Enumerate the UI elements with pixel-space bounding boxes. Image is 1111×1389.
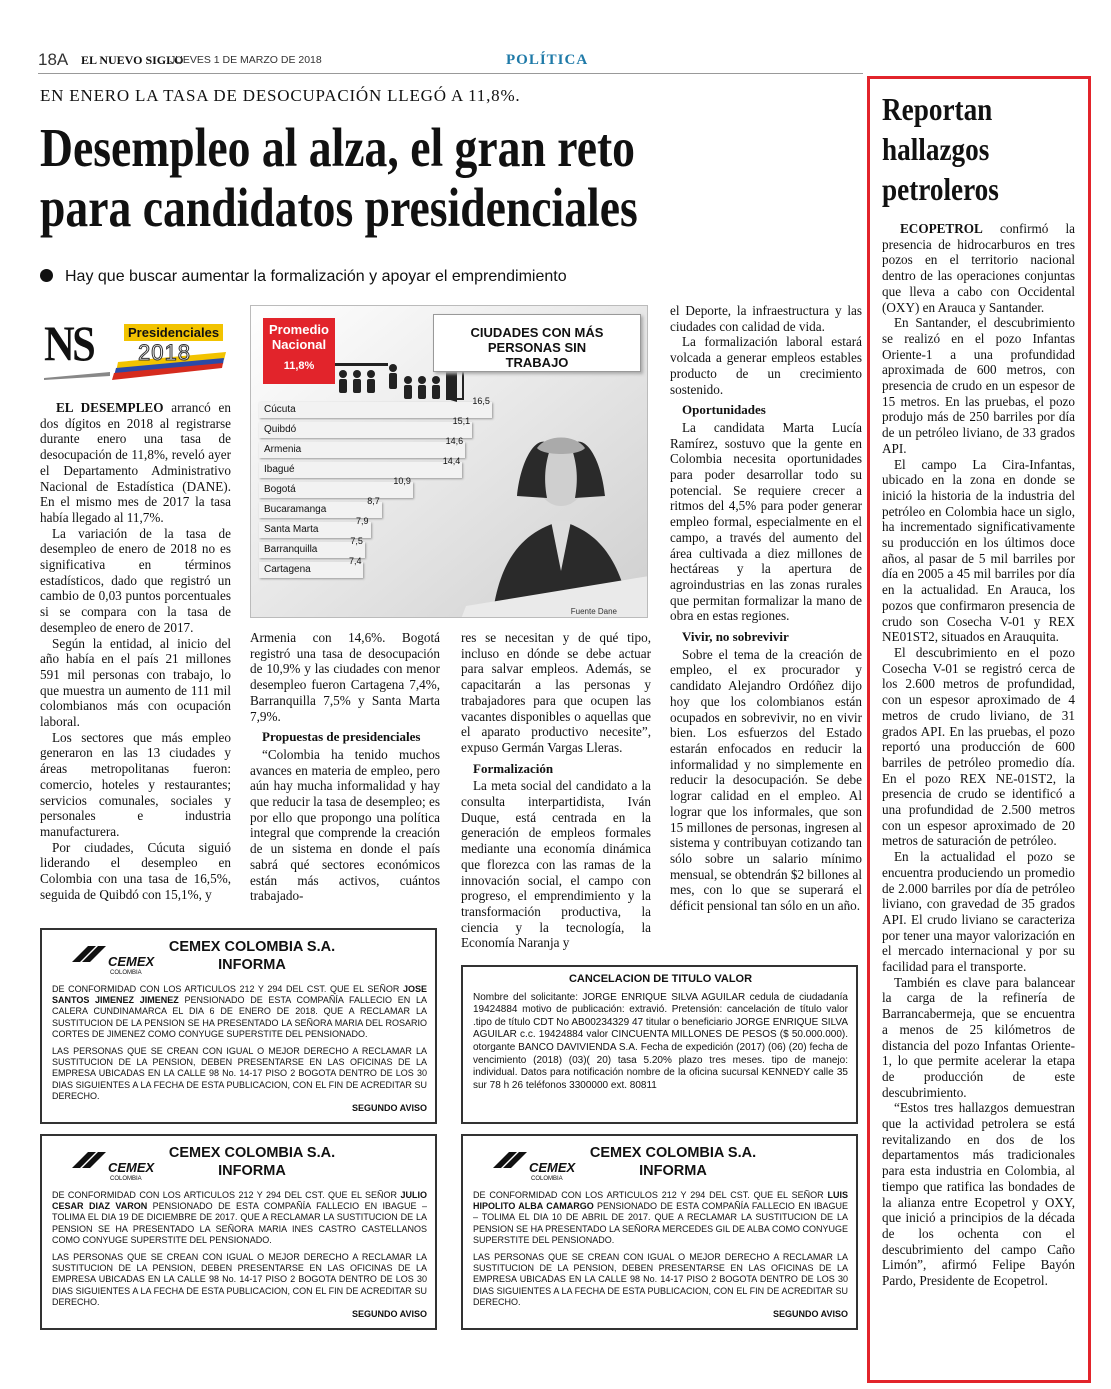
cemex-logo-text: CEMEX [529, 1160, 576, 1175]
cemex-notice-1 [40, 928, 437, 1124]
notice-seq: SEGUNDO AVISO [772, 1309, 848, 1320]
cemex-logo-icon [70, 942, 160, 976]
chart-category-label: Cúcuta [264, 404, 296, 415]
paragraph: Por ciudades, Cúcuta siguió liderando el desempleo en Colombia con una tasa de 16,5%, seguida de Quibdó con 15,1%, y [40, 839, 231, 902]
chart-title: CIUDADES CON MÁS PERSONAS SIN TRABAJO [470, 325, 604, 370]
logo-year: 2018 [138, 340, 191, 365]
subhead-text: Hay que buscar aumentar la formalización y apoyar el emprendimiento [65, 268, 567, 285]
paragraph: El campo La Cira-Infantas, ubicado en la zona en donde se inició la historia de la industria del petróleo en Colombia hace un siglo, ha incrementado significativamente su producción en los últimos doce años, al pasar de 5 mil barriles por día en 2005 a 45 mil barriles por día en la actualidad. En Arauca, los pozos que confirmaron presencia de crudo son Cosecha V-01 y REX NE01ST2, situados en Arauquita. [882, 456, 1075, 645]
chart-bar [259, 436, 465, 458]
cemex-logo-text: CEMEX [108, 954, 155, 969]
notice-title-line: CEMEX COLOMBIA S.A. [168, 939, 336, 955]
article-column-2 [250, 630, 440, 904]
chart-category-label: Armenia [264, 444, 302, 455]
unemployment-chart [250, 305, 648, 618]
chart-category-label: Quibdó [264, 424, 297, 435]
notice-title-line: INFORMA [218, 1163, 286, 1179]
bullet-icon [40, 269, 53, 282]
chart-value-label: 16,5 [472, 396, 490, 406]
deceased-name: JOSE SANTOS JIMENEZ JIMENEZ [52, 984, 427, 1006]
notice-title [162, 1144, 342, 1180]
notice-seq: SEGUNDO AVISO [351, 1309, 427, 1320]
section-heading: Oportunidades [682, 402, 766, 418]
cancel-title: CANCELACION DE TITULO VALOR [568, 973, 753, 985]
paper-name: EL NUEVO SIGLO [81, 53, 184, 67]
paragraph: “Estos tres hallazgos demuestran que la actividad petrolera se está revitalizando en dos de los departamentos más tradicionales para esta industria en Colombia, al tiempo que ratifica las bondades de la alianza entre Ecopetrol y OXY, que inició a principios de la década de los ochenta con el descubrimiento del campo Caño Limón”, afirmó Felipe Bayón Pardo, Presidente de Ecopetrol. [882, 1100, 1075, 1289]
paragraph: La variación de la tasa de desempleo de enero de 2018 no es significativa en términos estadísticos, dado que registró un cambio de 0,03 puntos porcentuales si se compara con la tasa de desempleo de enero de 2017. [40, 525, 231, 635]
cemex-logo-icon [70, 1148, 160, 1182]
section-name: POLÍTICA [506, 52, 589, 68]
lead-paragraph [40, 400, 231, 526]
cancelacion-notice [461, 965, 858, 1124]
sidebar-title-line: petroleros [882, 171, 999, 207]
paragraph: El descubrimiento en el pozo Cosecha V-01 se registró cerca de los 2.600 metros de profundidad, con un espesor aproximado de 4 metros de crudo liviano, de 31 grados API. En las pruebas, el pozo reportó una producción de 600 barriles de petróleo promedio día. En el pozo REX NE-01ST2, la presencia de crudo se identificó a una profundidad de 2.500 metros con un espesor aproximado de 20 metros de saturación de petróleo. [882, 644, 1075, 849]
chart-category-label: Barranquilla [264, 544, 318, 555]
section-heading: Formalización [473, 760, 554, 776]
sidebar-title-line: Reportan [882, 91, 993, 127]
chart-category-label: Ibagué [264, 464, 295, 475]
sidebar-body [882, 221, 1075, 1289]
paragraph: Sobre el tema de la creación de empleo, el ex procurador y candidato Alejandro Ordóñez dijo hoy que los colombianos están ocupados en sobrevivir, no en vivir bien. Los esfuerzos del Estado estarán enfocados en reducir la informalidad y no simplemente en reducir la desocupación. Se debe lograr calidad en el empleo. Al lograr que los informales, que son 15 millones de personas, ingresen al sistema y contribuyan cotizando tan sólo sobre un salario mínimo mensual, se obtendrán $2 billones al mes, con lo que se superará el déficit pensional tan sólo en un año. [670, 646, 862, 914]
paragraph: “Colombia ha tenido muchos avances en materia de empleo, pero aún hay mucha informalidad y hay que reducir la tasa de desempleo; es por ello que propongo una política integral que comprende la creación de un sistema en donde el país sabrá qué sectores económicos están más activos, cuántos trabajado- [250, 746, 440, 904]
subhead [40, 268, 567, 286]
chart-category-label: Santa Marta [264, 524, 319, 535]
cemex-logo-sub: COLOMBIA [110, 1176, 142, 1182]
cemex-logo-text: CEMEX [108, 1160, 155, 1175]
article-column-3 [461, 630, 651, 951]
sidebar-box [867, 76, 1091, 1383]
logo-presidenciales: Presidenciales [124, 324, 223, 341]
notice-title-line: INFORMA [218, 957, 286, 973]
paragraph: También es clave para balancear la carga de la refinería de Barrancabermeja, que se encuentra a menos de 25 kilómetros de distancia del pozo Infantas Oriente-1, lo que permite acelerar la etapa de producción de este descubrimiento. [882, 974, 1075, 1100]
notice-title [583, 1144, 763, 1180]
cemex-logo-sub: COLOMBIA [531, 1176, 563, 1182]
deceased-name: JULIO CESAR DIAZ VARON [52, 1190, 427, 1212]
lead-paragraph [882, 221, 1075, 315]
notice-title-line: CEMEX COLOMBIA S.A. [168, 1145, 336, 1161]
paragraph: La meta social del candidato a la consulta interpartidista, Iván Duque, está centrada en la generación de empleos formales mediante una economía dinámica que florezca con las ramas de la innovación social, el campo con progreso, el emprendimiento y la transformación productiva, la ciencia y la tecnología, la Economía Naranja y [461, 778, 651, 951]
cemex-notice-3 [461, 1134, 858, 1330]
chart-value-label: 8,7 [367, 496, 380, 506]
chart-category-label: Cartagena [264, 564, 311, 575]
chart-value-label: 14,4 [442, 456, 461, 466]
chart-bar [259, 416, 472, 438]
notice-header [473, 1142, 848, 1186]
notice-text: LAS PERSONAS QUE SE CREAN CON IGUAL O MEJOR DERECHO A RECLAMAR LA SUSTITUCION DE LA PENSION, DEBEN PRESENTARSE EN LAS OFICINAS DE LA EMPRESA UBICADAS EN LA CALLE 98 No. 14-17 PISO 2 BOGOTA DENTRO DE LOS 30 DIAS SIGUIENTES A LA FECHA DE ESTA PUBLICACION, CON EL FIN DE ACREDITAR SU DERECHO. [52, 1046, 427, 1101]
section-heading: Vivir, no sobrevivir [682, 629, 789, 645]
sidebar-title-line: hallazgos [882, 131, 990, 167]
paragraph: Armenia con 14,6%. Bogotá registró una tasa de desocupación de 10,9% y las ciudades con menor desempleo fueron Cartagena 7,4%, Barranquilla 7,5% y Santa Marta 7,9%. [250, 630, 440, 724]
notice-title-line: CEMEX COLOMBIA S.A. [589, 1145, 757, 1161]
lead-text: confirmó la presencia de hidrocarburos en tres pozos en el territorio nacional dentro de las operaciones conjuntas que lleva a cabo con Occidental (OXY) en Arauca y Santander. [882, 221, 1075, 315]
paragraph: el Deporte, la infraestructura y las ciudades con calidad de vida. [670, 303, 862, 334]
kicker: EN ENERO LA TASA DE DESOCUPACIÓN LLEGÓ A 11,8%. [40, 86, 521, 105]
paragraph: res se necesitan y de qué tipo, incluso en dónde se debe actuar para salvar empleos. Además, se capacitarán a las personas y trabajadores para que ocupen las vacantes disponibles o aquellas que el aparato productivo necesite”, expuso Germán Vargas Lleras. [461, 630, 651, 755]
paragraph: En Santander, el descubrimiento se realizó en el pozo Infantas Oriente-1 a una profundidad aproximada de 600 metros, con presencia de crudo en un espesor de 15 metros. En las pruebas, el pozo produjo más de 250 barriles por día de un petróleo liviano, de 33 grados API. [882, 315, 1075, 456]
badge-value: 11,8% [283, 360, 315, 372]
sidebar-title [882, 89, 999, 209]
cemex-notice-2 [40, 1134, 437, 1330]
lead-text: arrancó en dos dígitos en 2018 al registrarse durante enero una tasa de desocupación de 11,8%, reveló ayer el Departamento Administrativo Nacional de Estadística (DANE). En el mismo mes de 2017 la tasa había llegado al 11,7%. [40, 400, 231, 525]
notice-text: DE CONFORMIDAD CON LOS ARTICULOS 212 Y 294 DEL CST. QUE EL SEÑOR JOSE SANTOS JIMENEZ JIMENEZ PENSIONADO DE ESTA COMPAÑÍA FALLECIO EN LA CALERA CUNDINAMARCA EL DIA 6 DE ENERO DE 2018. QUE A RECLAMAR LA SUSTITUCION DE LA PENSION SE HA PRESENTADO LA SEÑORA MARIA DEL ROSARIO CORTES DE JIMENEZ COMO CONYUGE SUPERSTITE DEL PENSIONADO. [52, 984, 427, 1039]
paragraph: Los sectores que más empleo generaron en las 13 ciudades y áreas metropolitanas fueron: comercio, hoteles y restaurantes; servicios comunales, sociales y personales e industria manufacturera. [40, 729, 231, 839]
chart-category-label: Bucaramanga [264, 504, 327, 515]
notice-title-line: INFORMA [639, 1163, 707, 1179]
chart-value-label: 10,9 [393, 476, 411, 486]
headline [40, 118, 721, 238]
notice-title [162, 938, 342, 974]
badge-title: Promedio Nacional [269, 322, 329, 352]
notice-text: DE CONFORMIDAD CON LOS ARTICULOS 212 Y 294 DEL CST. QUE EL SEÑOR JULIO CESAR DIAZ VARON PENSIONADO DE ESTA COMPAÑÍA FALLECIO EN IBAGUE – TOLIMA EL DIA 19 DE DICIEMBRE DE 2017. QUE A RECLAMAR LA SUSTITUCION DE LA PENSION SE HA PRESENTADO LA SEÑORA MARIA INES CASTRO CASTELLANOS COMO CONYUGE SUPERSTITE DEL PENSIONADO. [52, 1190, 427, 1245]
paragraph: En la actualidad el pozo se encuentra produciendo un promedio de 2.000 barriles por día de petróleo liviano, con gravedad de 35 grados API. El crudo liviano se caracteriza por tener una mayor valorización en el mercado internacional y por su facilidad para el transporte. [882, 849, 1075, 975]
chart-title-box [433, 314, 641, 372]
lead-word: ECOPETROL [900, 221, 983, 236]
page-number: 18A [38, 50, 69, 69]
chart-bar [259, 556, 363, 578]
section-heading: Propuestas de presidenciales [262, 729, 421, 745]
deceased-name: LUIS HIPOLITO ALBA CAMARGO [473, 1190, 848, 1212]
notice-text: LAS PERSONAS QUE SE CREAN CON IGUAL O MEJOR DERECHO A RECLAMAR LA SUSTITUCION DE LA PENSION, DEBEN PRESENTARSE EN LAS OFICINAS DE LA EMPRESA UBICADAS EN LA CALLE 98 No. 14-17 PISO 2 BOGOTA DENTRO DE LOS 30 DIAS SIGUIENTES A LA FECHA DE ESTA PUBLICACION, CON EL FIN DE ACREDITAR SU DERECHO. [52, 1252, 427, 1307]
chart-value-label: 7,5 [350, 536, 363, 546]
notice-seq: SEGUNDO AVISO [351, 1103, 427, 1114]
paragraph: Según la entidad, al inicio del año había en el país 21 millones 591 mil personas con trabajo, lo que muestra un aumento de 111 mil colombianos más con ocupación laboral. [40, 635, 231, 730]
cemex-logo-icon [491, 1148, 581, 1182]
chart-value-label: 14,6 [445, 436, 464, 446]
article-column-1 [40, 400, 231, 903]
cancel-text: Nombre del solicitante: JORGE ENRIQUE SILVA AGUILAR cedula de ciudadanía 19424884 motivo de publicación: extravió. Pretensión: cancelación de título valor .tipo de título CDT No AB00234329 47 titular o beneficiario JORGE ENRIQUE SILVA AGUILAR c.c. 19424884 valor CINCUENTA MILLONES DE PESOS ($ 50.000.000). otorgante BANCO DAVIVIENDA S.A. Fecha de expedición (2017) (06) (20) fecha de vencimiento (2018) (03)( 20) tasa 5.20% plazo tres meses. tipo de manejo: individual. Datos para notificación nombre de la oficina sucursal KENNEDY calle 35 sur 78 h 26 teléfonos 3300000 ext. 80811 [473, 991, 848, 1091]
article-column-4 [670, 303, 862, 914]
chart-category-label: Bogotá [264, 484, 296, 495]
national-average-badge [263, 318, 335, 384]
chart-source: Fuente Dane [570, 607, 617, 616]
paragraph: La formalización laboral estará volcada a generar empleos estables producto de un crecimiento sostenido. [670, 334, 862, 397]
cemex-logo-sub: COLOMBIA [110, 970, 142, 976]
notice-text: DE CONFORMIDAD CON LOS ARTICULOS 212 Y 294 DEL CST. QUE EL SEÑOR LUIS HIPOLITO ALBA CAMARGO PENSIONADO DE ESTA COMPAÑÍA FALLECIO EN IBAGUE – TOLIMA EL DIA 10 DE ABRIL DE 2017. QUE A RECLAMAR LA SUSTITUCION DE LA PENSION SE HA PRESENTADO LA SEÑORA MERCEDES GIL DE ALBA COMO CONYUGE SUPERSTITE DEL PENSIONADO. [473, 1190, 848, 1245]
page-header [38, 48, 863, 74]
issue-date: JUEVES 1 DE MARZO DE 2018 [170, 54, 322, 66]
ns-mark: NS [44, 315, 94, 371]
chart-value-label: 7,9 [356, 516, 369, 526]
chart-value-label: 7,4 [348, 556, 362, 566]
ns-presidenciales-logo [40, 315, 230, 380]
notice-header [52, 936, 427, 980]
paragraph: La candidata Marta Lucía Ramírez, sostuvo que la gente en Colombia necesita oportunidades para poder desarrollar todo su potencial. Se requiere crecer a ritmos del 4,5% para poder generar empleo formal, especialmente en el campo, a través del aumento del área cultivada a diez millones de hectáreas y la apertura de agroindustrias en las zonas rurales que permitan formalizar la mano de obra en estas regiones. [670, 419, 862, 624]
chart-value-label: 15,1 [452, 416, 471, 426]
headline-line-2: para candidatos presidenciales [40, 177, 638, 238]
chart-bar [259, 476, 413, 498]
headline-line-1: Desempleo al alza, el gran reto [40, 117, 635, 178]
chart-bar [259, 456, 462, 478]
lead-word: EL DESEMPLEO [56, 400, 164, 415]
notice-header [52, 1142, 427, 1186]
notice-text: LAS PERSONAS QUE SE CREAN CON IGUAL O MEJOR DERECHO A RECLAMAR LA SUSTITUCION DE LA PENSION, DEBEN PRESENTARSE EN LAS OFICINAS DE LA EMPRESA UBICADAS EN LA CALLE 98 No. 14-17 PISO 2 BOGOTA DENTRO DE LOS 30 DIAS SIGUIENTES A LA FECHA DE ESTA PUBLICACION, CON EL FIN DE ACREDITAR SU DERECHO. [473, 1252, 848, 1307]
